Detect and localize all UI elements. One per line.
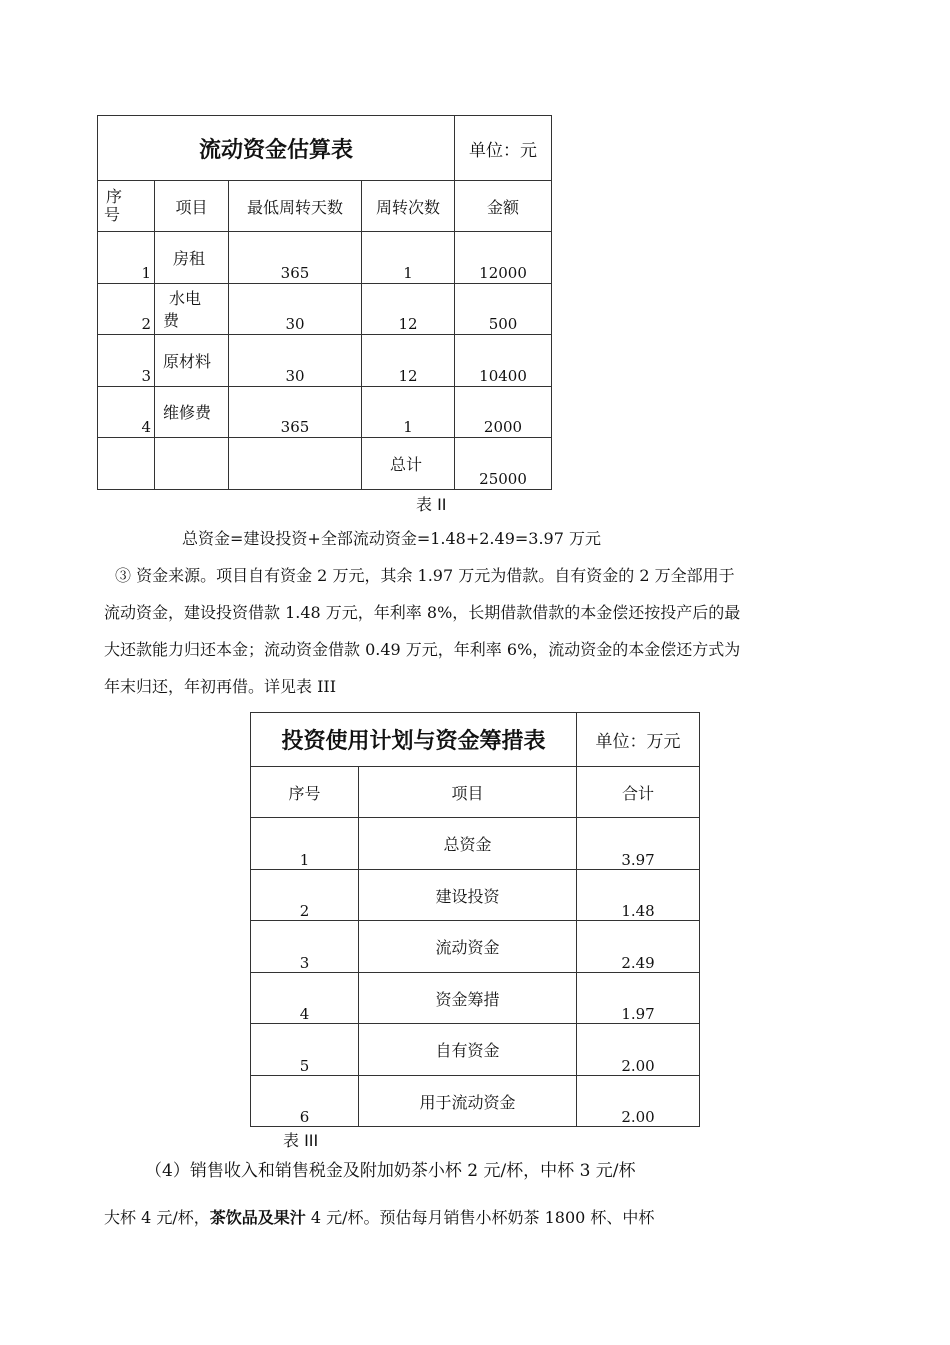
sales-line1: （4）销售收入和销售税金及附加奶茶小杯 2 元/杯，中杯 3 元/杯 [145,1161,636,1181]
row-days: 365 [280,264,310,282]
table-row [98,387,552,438]
row-item: 维修费 [163,403,212,422]
row-seq: 3 [141,367,151,385]
row-total: 3.97 [621,851,655,869]
row-item: 用于流动资金 [419,1093,516,1112]
sales-line2-part1: 大杯 4 元/杯， [104,1208,210,1227]
table-row [251,973,700,1024]
row-item: 建设投资 [435,887,500,906]
investment-plan-table [250,712,700,1127]
table2-unit: 单位：元 [455,116,552,181]
row-seq: 2 [299,902,310,920]
row-days: 30 [285,315,305,333]
sales-line2-bold: 茶饮品及果汁 [209,1208,306,1227]
table-row [251,818,700,870]
row-turns: 12 [398,315,418,333]
row-total: 1.48 [621,902,655,920]
table2-header-seq [98,181,155,232]
table2-header-turns: 周转次数 [362,181,455,232]
table-row [98,232,552,284]
row-turns: 1 [403,264,413,282]
row-item: 总资金 [443,835,492,854]
total-amount: 25000 [479,470,527,488]
row-amount: 12000 [479,264,527,282]
row-item: 房租 [173,249,206,268]
row-item: 自有资金 [435,1041,500,1060]
row-seq: 2 [141,315,151,333]
seq-header-top: 序 [106,187,123,206]
row-seq: 3 [299,954,310,972]
row-amount: 10400 [479,367,527,385]
seq-header-bottom: 号 [104,205,121,224]
row-total: 1.97 [621,1005,655,1023]
row-seq: 4 [299,1005,310,1023]
table2-header-amount: 金额 [455,181,552,232]
row-seq: 4 [141,418,151,436]
funding-source-line3: 大还款能力归还本金；流动资金借款 0.49 万元，年利率 6%，流动资金的本金偿还方式为 [104,640,741,659]
table3-title: 投资使用计划与资金筹措表 [251,713,577,767]
working-capital-table [97,115,552,490]
row-total: 2.49 [621,954,655,972]
row-days: 30 [285,367,305,385]
row-days: 365 [280,418,310,436]
table3-caption: 表 III [283,1131,319,1150]
funding-source-line1: ③ 资金来源。项目自有资金 2 万元，其余 1.97 万元为借款。自有资金的 2 万全部用于 [115,566,735,585]
sales-line2 [104,1205,654,1228]
table-row [98,284,552,335]
table3-header-total: 合计 [577,767,700,818]
total-label: 总计 [390,455,423,474]
row-seq: 1 [299,851,310,869]
funding-source-line4: 年末归还，年初再借。详见表 III [104,677,337,696]
row-total: 2.00 [621,1108,655,1126]
total-funds-formula: 总资金=建设投资+全部流动资金=1.48+2.49=3.97 万元 [182,529,601,548]
row-total: 2.00 [621,1057,655,1075]
row-seq: 6 [299,1108,310,1126]
row-amount: 2000 [483,418,523,436]
table3-header-seq: 序号 [251,767,359,818]
row-amount: 500 [488,315,518,333]
table2-title: 流动资金估算表 [98,116,455,181]
sales-line2-part2: 4 元/杯。预估每月销售小杯奶茶 1800 杯、中杯 [305,1208,655,1227]
row-seq: 5 [299,1057,310,1075]
table-row [251,921,700,973]
row-item: 原材料 [163,352,212,371]
table-row [251,870,700,921]
table-row [251,1076,700,1127]
row-turns: 12 [398,367,418,385]
table3-unit: 单位：万元 [577,713,700,767]
table-total-row [98,438,552,490]
row-item: 水电 [169,289,202,308]
table-row [251,1024,700,1076]
table2-header-item: 项目 [155,181,229,232]
table2-caption: 表 II [416,495,447,514]
row-turns: 1 [403,418,413,436]
funding-source-line2: 流动资金，建设投资借款 1.48 万元，年利率 8%，长期借款借款的本金偿还按投产后的最 [104,603,741,622]
row-item: 流动资金 [435,938,500,957]
table3-header-item: 项目 [359,767,577,818]
table-row [98,335,552,387]
row-item-cont: 费 [163,311,180,330]
table2-header-days: 最低周转天数 [229,181,362,232]
row-seq: 1 [141,264,151,282]
row-item: 资金筹措 [435,990,500,1009]
